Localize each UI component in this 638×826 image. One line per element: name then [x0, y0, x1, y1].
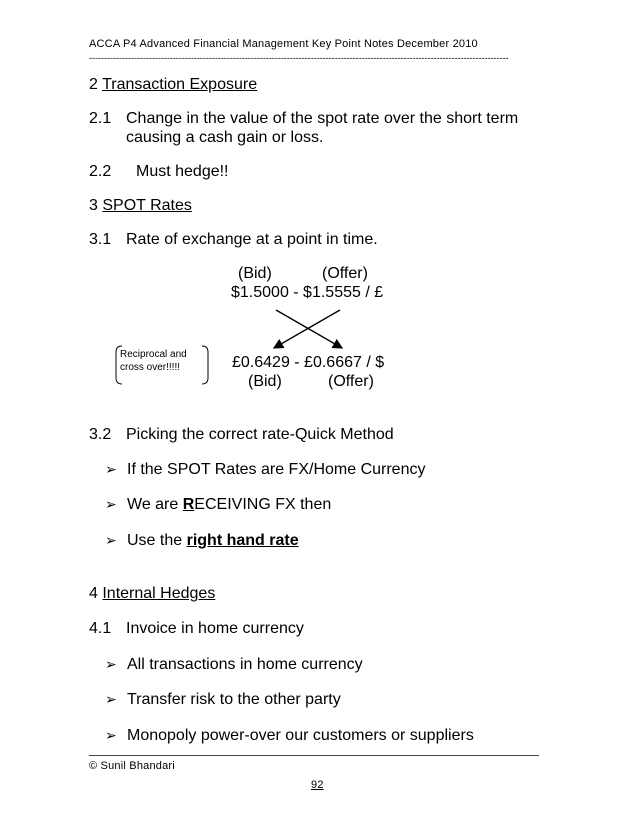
- bullet-emphasis: right hand rate: [186, 532, 299, 549]
- bullet-text: Monopoly power-over our customers or suppliers: [127, 727, 474, 744]
- section-title: Transaction Exposure: [102, 76, 258, 93]
- item-3-2-text: Picking the correct rate-Quick Method: [126, 426, 394, 443]
- page-number: 92: [311, 779, 324, 791]
- arrow-bullet-icon: ➢: [105, 496, 117, 512]
- arrow-bullet-icon: ➢: [105, 727, 117, 743]
- arrow-bullet-icon: ➢: [105, 461, 117, 477]
- cross-over-arrows-icon: [262, 306, 354, 354]
- footer-divider: [89, 755, 539, 756]
- arrow-bullet-icon: ➢: [105, 532, 117, 548]
- rate-line: $1.5000 - $1.5555 / £: [231, 284, 384, 301]
- bullet-text-pre: Use the: [127, 532, 187, 549]
- item-3-1-text: Rate of exchange at a point in time.: [126, 231, 378, 248]
- reciprocal-note: [120, 348, 208, 374]
- item-2-1-line1: Change in the value of the spot rate over the short term: [126, 110, 519, 127]
- note-line-2: cross over!!!!!: [120, 362, 181, 373]
- footer-author: © Sunil Bhandari: [89, 760, 175, 772]
- list-item: [105, 532, 299, 550]
- section-3-heading: [89, 197, 192, 215]
- bullet-text-pre: We are: [127, 496, 183, 513]
- section-title: SPOT Rates: [102, 197, 192, 214]
- bullet-text-post: ECEIVING FX then: [194, 496, 332, 513]
- bullet-text: If the SPOT Rates are FX/Home Currency: [127, 461, 426, 478]
- list-item: [105, 496, 331, 514]
- offer-label: (Offer): [322, 265, 368, 282]
- list-item: [105, 461, 425, 479]
- section-number: 3: [89, 197, 98, 214]
- item-2-1-num: 2.1: [89, 110, 112, 127]
- offer-label-2: (Offer): [328, 373, 374, 390]
- reciprocal-rate-line: £0.6429 - £0.6667 / $: [232, 354, 385, 371]
- item-2-1-line2: causing a cash gain or loss.: [126, 129, 324, 146]
- bid-label: (Bid): [238, 265, 272, 282]
- bullet-text: Transfer risk to the other party: [127, 691, 341, 708]
- item-3-2-num: 3.2: [89, 426, 112, 443]
- list-item: [105, 656, 363, 674]
- item-2-2-num: 2.2: [89, 163, 112, 180]
- header-dashes: --------------------------------------------------------------------------------------------------------------------------------------------: [89, 53, 509, 63]
- arrow-bullet-icon: ➢: [105, 691, 117, 707]
- arrow-bullet-icon: ➢: [105, 656, 117, 672]
- header-title: ACCA P4 Advanced Financial Management Key Point Notes December 2010: [89, 38, 478, 50]
- item-4-1-num: 4.1: [89, 620, 112, 637]
- item-3-1-num: 3.1: [89, 231, 112, 248]
- bullet-emphasis-r: R: [182, 496, 195, 513]
- section-number: 2: [89, 76, 98, 93]
- section-title: Internal Hedges: [102, 585, 216, 602]
- list-item: [105, 691, 341, 709]
- list-item: [105, 727, 474, 745]
- note-line-1: Reciprocal and: [120, 349, 187, 360]
- section-2-heading: [89, 76, 257, 94]
- section-number: 4: [89, 585, 98, 602]
- item-4-1-text: Invoice in home currency: [126, 620, 304, 637]
- bullet-text: All transactions in home currency: [127, 656, 363, 673]
- section-4-heading: [89, 585, 215, 603]
- bid-label-2: (Bid): [248, 373, 282, 390]
- item-2-2-text: Must hedge!!: [136, 163, 229, 180]
